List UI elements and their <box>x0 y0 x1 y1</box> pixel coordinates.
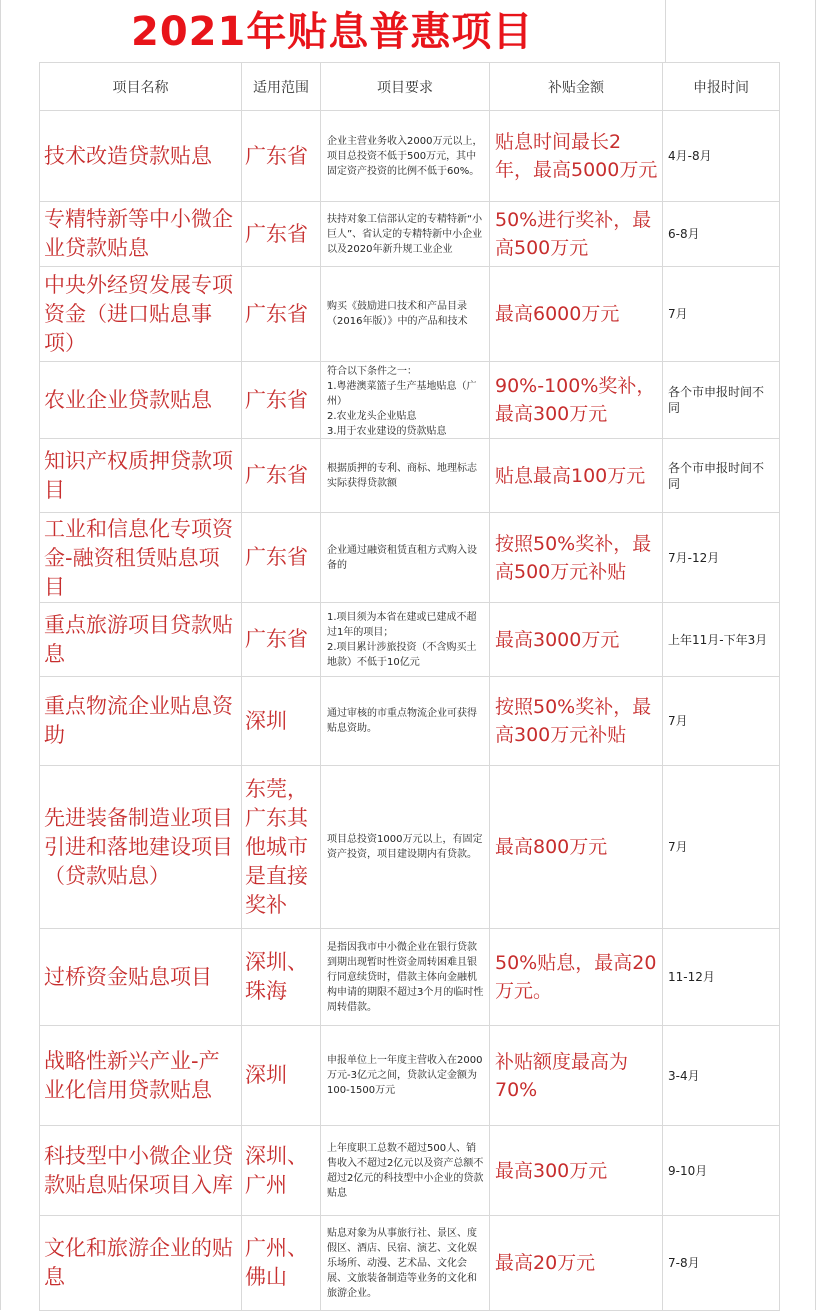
table-row <box>40 111 780 202</box>
application-time-cell <box>663 439 780 513</box>
application-time-text: 9-10月 <box>668 1163 708 1178</box>
scope-cell <box>242 513 321 603</box>
scope-text: 深圳 <box>245 1063 287 1087</box>
scope-cell <box>242 1126 321 1216</box>
requirements-cell <box>321 202 490 267</box>
subsidy-amount-cell <box>490 766 663 929</box>
requirements-cell <box>321 267 490 362</box>
scope-text: 深圳、广州 <box>245 1143 308 1197</box>
application-time-text: 7月 <box>668 840 688 854</box>
application-time-text: 各个市申报时间不同 <box>668 460 765 491</box>
requirements-text: 购买《鼓励进口技术和产品目录（2016年版）》中的产品和技术 <box>327 301 468 327</box>
table-row <box>40 677 780 766</box>
application-time-text: 7月 <box>668 714 688 728</box>
requirements-text: 上年度职工总数不超过500人、销售收入不超过2亿元以及资产总额不超过2亿元的科技型中小企业的贷款贴息 <box>327 1142 484 1199</box>
scope-text: 东莞，广东其他城市是直接奖补 <box>245 776 308 917</box>
requirements-text: 根据质押的专利、商标、地理标志实际获得贷款额 <box>327 462 477 489</box>
header-subsidy-amount: 补贴金额 <box>490 63 663 111</box>
requirements-cell <box>321 677 490 766</box>
project-name-cell <box>40 111 242 202</box>
subsidy-amount-text: 按照50%奖补，最高500万元补贴 <box>495 532 652 583</box>
subsidy-table <box>39 62 780 1311</box>
requirements-cell <box>321 362 490 439</box>
application-time-text: 3-4月 <box>668 1068 700 1083</box>
table-row <box>40 1026 780 1126</box>
project-name-text: 农业企业贷款贴息 <box>44 387 212 412</box>
subsidy-amount-text: 最高6000万元 <box>495 303 620 325</box>
scope-cell <box>242 603 321 677</box>
requirements-cell <box>321 1126 490 1216</box>
project-name-cell <box>40 1026 242 1126</box>
scope-cell <box>242 111 321 202</box>
table-row <box>40 603 780 677</box>
application-time-text: 7月-12月 <box>668 550 720 565</box>
application-time-text: 4月-8月 <box>668 149 712 163</box>
subsidy-amount-cell <box>490 439 663 513</box>
table-row <box>40 439 780 513</box>
application-time-cell <box>663 603 780 677</box>
project-name-text: 专精特新等中小微企业贷款贴息 <box>44 207 233 260</box>
requirements-text: 1.项目须为本省在建或已建成不超过1年的项目； 2.项目累计涉旅投资（不含购买土地款）不低于10亿元 <box>327 611 477 668</box>
subsidy-amount-cell <box>490 513 663 603</box>
project-name-cell <box>40 603 242 677</box>
table-row <box>40 766 780 929</box>
requirements-text: 符合以下条件之一： 1.粤港澳菜篮子生产基地贴息（广州） 2.农业龙头企业贴息 3.用于农业建设的贷款贴息 <box>327 365 477 437</box>
subsidy-amount-cell <box>490 362 663 439</box>
application-time-cell <box>663 1126 780 1216</box>
scope-text: 广州、佛山 <box>245 1236 308 1289</box>
scope-cell <box>242 362 321 439</box>
application-time-text: 各个市申报时间不同 <box>668 385 765 415</box>
subsidy-amount-text: 50%进行奖补，最高500万元 <box>495 209 652 259</box>
project-name-text: 先进装备制造业项目引进和落地建设项目（贷款贴息） <box>44 805 233 888</box>
application-time-text: 7月 <box>668 307 688 321</box>
requirements-text: 通过审核的市重点物流企业可获得贴息资助。 <box>327 708 477 734</box>
table-row <box>40 202 780 267</box>
application-time-text: 7-8月 <box>668 1256 700 1270</box>
project-name-cell <box>40 929 242 1026</box>
subsidy-amount-text: 最高800万元 <box>495 836 608 858</box>
subsidy-amount-cell <box>490 1026 663 1126</box>
requirements-cell <box>321 929 490 1026</box>
requirements-text: 企业主营业务收入2000万元以上，项目总投资不低于500万元，其中固定资产投资的比例不低于60%。 <box>327 135 483 177</box>
subsidy-amount-text: 补贴额度最高为70% <box>495 1050 629 1101</box>
scope-cell <box>242 1216 321 1311</box>
requirements-text: 企业通过融资租赁直租方式购入设备的 <box>327 544 477 571</box>
project-name-text: 文化和旅游企业的贴息 <box>44 1236 233 1289</box>
subsidy-amount-text: 最高3000万元 <box>495 628 620 651</box>
scope-text: 深圳 <box>245 708 287 733</box>
project-name-text: 中央外经贸发展专项资金（进口贴息事项） <box>44 272 233 355</box>
subsidy-amount-text: 贴息时间最长2年，最高5000万元 <box>495 131 658 181</box>
project-name-text: 战略性新兴产业-产业化信用贷款贴息 <box>44 1048 220 1102</box>
scope-text: 深圳、珠海 <box>245 950 308 1003</box>
scope-text: 广东省 <box>245 545 308 569</box>
scope-text: 广东省 <box>245 221 308 246</box>
subsidy-amount-cell <box>490 267 663 362</box>
requirements-cell <box>321 1026 490 1126</box>
subsidy-amount-text: 90%-100%奖补，最高300万元 <box>495 375 656 425</box>
subsidy-amount-text: 50%贴息，最高20万元。 <box>495 952 657 1002</box>
application-time-cell <box>663 111 780 202</box>
table-row <box>40 929 780 1026</box>
project-name-text: 重点旅游项目贷款贴息 <box>44 612 233 666</box>
project-name-cell <box>40 1126 242 1216</box>
scope-cell <box>242 202 321 267</box>
application-time-cell <box>663 677 780 766</box>
application-time-cell <box>663 929 780 1026</box>
application-time-cell <box>663 766 780 929</box>
application-time-text: 11-12月 <box>668 970 715 984</box>
project-name-cell <box>40 766 242 929</box>
table-row <box>40 1216 780 1311</box>
project-name-text: 知识产权质押贷款项目 <box>44 448 233 502</box>
scope-text: 广东省 <box>245 463 308 487</box>
subsidy-amount-cell <box>490 1216 663 1311</box>
requirements-text: 申报单位上一年度主营收入在2000万元-3亿元之间，贷款认定金额为100-1500万元 <box>327 1055 483 1096</box>
project-name-text: 科技型中小微企业贷款贴息贴保项目入库 <box>44 1143 233 1197</box>
project-name-cell <box>40 362 242 439</box>
table-row <box>40 1126 780 1216</box>
requirements-cell <box>321 111 490 202</box>
project-name-cell <box>40 677 242 766</box>
table-header-row <box>40 63 780 111</box>
subsidy-amount-cell <box>490 1126 663 1216</box>
application-time-cell <box>663 513 780 603</box>
subsidy-amount-cell <box>490 929 663 1026</box>
scope-text: 广东省 <box>245 301 308 326</box>
header-project-name: 项目名称 <box>40 63 242 111</box>
scope-text: 广东省 <box>245 387 308 412</box>
scope-cell <box>242 929 321 1026</box>
project-name-cell <box>40 267 242 362</box>
scope-cell <box>242 1026 321 1126</box>
requirements-text: 扶持对象工信部认定的专精特新“小巨人”、省认定的专精特新中小企业以及2020年新升规工业企业 <box>327 213 483 255</box>
subsidy-amount-cell <box>490 202 663 267</box>
application-time-cell <box>663 362 780 439</box>
requirements-cell <box>321 766 490 929</box>
application-time-text: 上年11月-下年3月 <box>668 632 768 647</box>
page-title: 2021年贴息普惠项目 <box>131 9 534 55</box>
header-requirements: 项目要求 <box>321 63 490 111</box>
application-time-cell <box>663 1026 780 1126</box>
project-name-text: 工业和信息化专项资金-融资租赁贴息项目 <box>44 516 233 599</box>
requirements-cell <box>321 603 490 677</box>
project-name-cell <box>40 202 242 267</box>
requirements-text: 贴息对象为从事旅行社、景区、度假区、酒店、民宿、演艺、文化娱乐场所、动漫、艺术品、文化会展、文旅装备制造等业务的文化和旅游企业。 <box>327 1227 477 1299</box>
requirements-cell <box>321 439 490 513</box>
project-name-cell <box>40 439 242 513</box>
application-time-text: 6-8月 <box>668 227 700 241</box>
table-row <box>40 267 780 362</box>
project-name-cell <box>40 1216 242 1311</box>
scope-text: 广东省 <box>245 627 308 651</box>
project-name-text: 过桥资金贴息项目 <box>44 964 212 989</box>
scope-cell <box>242 439 321 513</box>
subsidy-amount-cell <box>490 111 663 202</box>
requirements-cell <box>321 513 490 603</box>
header-scope: 适用范围 <box>242 63 321 111</box>
requirements-text: 是指因我市中小微企业在银行贷款到期出现暂时性资金周转困难且银行同意续贷时，借款主体向金融机构申请的期限不超过3个月的临时性周转借款。 <box>327 941 484 1013</box>
table-row <box>40 513 780 603</box>
scope-cell <box>242 677 321 766</box>
header-application-time: 申报时间 <box>663 63 780 111</box>
subsidy-amount-text: 贴息最高100万元 <box>495 464 646 487</box>
table-row <box>40 362 780 439</box>
application-time-cell <box>663 202 780 267</box>
subsidy-amount-cell <box>490 677 663 766</box>
subsidy-amount-text: 最高20万元 <box>495 1252 596 1274</box>
requirements-text: 项目总投资1000万元以上，有固定资产投资，项目建设期内有贷款。 <box>327 834 483 860</box>
application-time-cell <box>663 1216 780 1311</box>
scope-cell <box>242 267 321 362</box>
subsidy-amount-cell <box>490 603 663 677</box>
application-time-cell <box>663 267 780 362</box>
project-name-text: 技术改造贷款贴息 <box>44 143 212 168</box>
scope-text: 广东省 <box>245 143 308 168</box>
project-name-cell <box>40 513 242 603</box>
column-divider <box>665 0 666 62</box>
subsidy-amount-text: 最高300万元 <box>495 1159 608 1182</box>
subsidy-amount-text: 按照50%奖补，最高300万元补贴 <box>495 696 652 746</box>
requirements-cell <box>321 1216 490 1311</box>
scope-cell <box>242 766 321 929</box>
project-name-text: 重点物流企业贴息资助 <box>44 694 233 747</box>
